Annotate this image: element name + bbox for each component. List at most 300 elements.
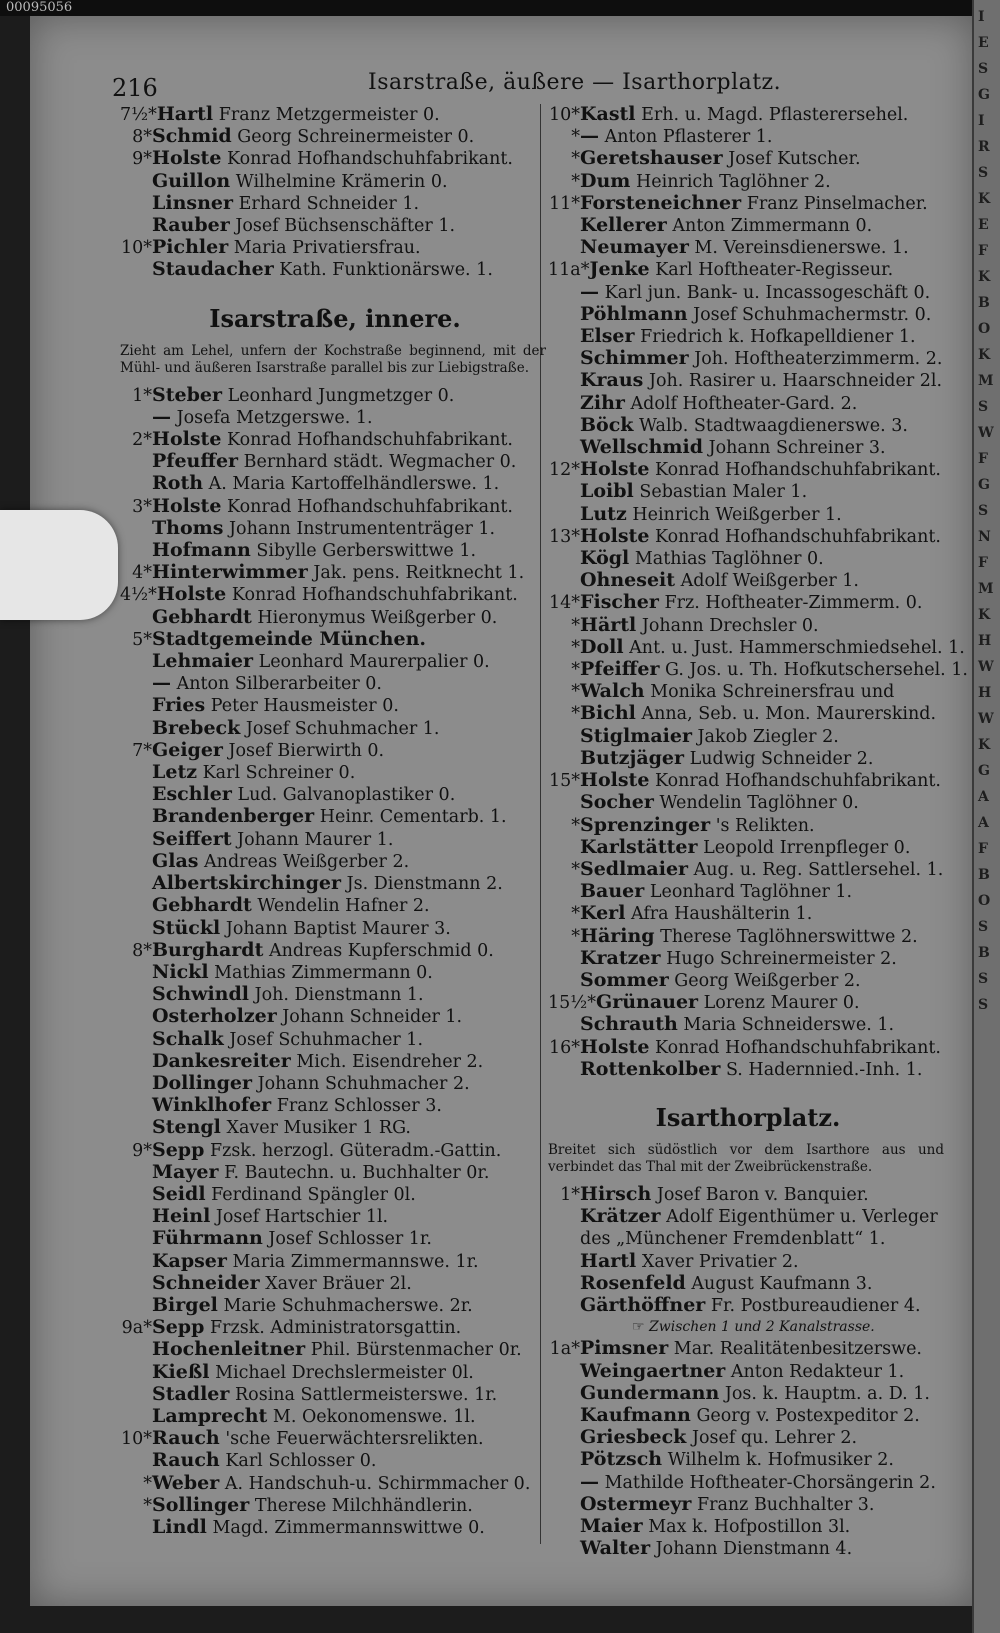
directory-entry [548, 926, 948, 948]
section-description: Zieht am Lehel, unfern der Kochstraße beginnend, mit der Mühl- und äußeren Isarstraße parallel bis zur Liebigstraße. [120, 342, 546, 376]
resident-name: Rauch [152, 1427, 220, 1450]
directory-entry [120, 1317, 550, 1339]
edge-letter: S [978, 61, 989, 77]
entry-list [548, 1184, 948, 1317]
resident-name: Socher [580, 791, 654, 814]
directory-entry [120, 1406, 550, 1428]
resident-details: Fr. Postbureaudiener 4. [710, 1295, 921, 1316]
resident-name: Burghardt [152, 938, 264, 961]
directory-entry [548, 1338, 948, 1360]
resident-details: 's Relikten. [715, 815, 815, 836]
directory-entry [120, 940, 550, 962]
directory-entry [548, 748, 948, 770]
resident-details: Michael Drechslermeister 0l. [215, 1362, 474, 1383]
resident-details: Ludwig Schneider 2. [689, 748, 874, 769]
resident-details: Josef Schuhmacher 1. [229, 1029, 424, 1050]
resident-details: Bernhard städt. Wegmacher 0. [243, 452, 517, 473]
edge-letter: M [978, 581, 994, 597]
resident-details: Konrad Hofhandschuhfabrikant. [226, 430, 513, 451]
directory-entry [548, 1516, 948, 1538]
resident-details: Johann Dienstmann 4. [655, 1539, 853, 1560]
directory-entry [120, 1184, 550, 1206]
resident-name: Kaufmann [580, 1403, 691, 1426]
edge-letter: B [978, 295, 990, 311]
resident-details: Johann Baptist Maurer 3. [225, 918, 451, 939]
directory-entry [120, 540, 550, 562]
resident-details: Mich. Eisendreher 2. [296, 1051, 484, 1072]
resident-details: Xaver Privatier 2. [641, 1251, 799, 1272]
house-number: 7* [132, 740, 152, 761]
directory-entry [548, 1295, 948, 1317]
resident-name: Brebeck [152, 716, 241, 739]
resident-name: Guillon [152, 169, 231, 192]
resident-details: Josef Bierwirth 0. [228, 740, 385, 761]
edge-letter: K [978, 607, 991, 623]
resident-name: Stadler [152, 1382, 230, 1405]
directory-entry [120, 496, 550, 518]
resident-name: Lehmaier [152, 650, 253, 673]
resident-details: Heinr. Cementarb. 1. [319, 807, 507, 828]
resident-name: Hirsch [580, 1182, 652, 1205]
resident-details: Walb. Stadtwaagdienerswe. 3. [639, 415, 908, 436]
house-number: 9* [132, 1140, 152, 1161]
edge-letter: K [978, 347, 991, 363]
resident-name: Kraus [580, 369, 644, 392]
house-number: 4* [132, 563, 152, 584]
resident-name: Weber [152, 1471, 220, 1494]
resident-details: Erhard Schneider 1. [238, 193, 420, 214]
resident-details: Wilhelm k. Hofmusiker 2. [667, 1450, 894, 1471]
section-title: Isarstraße, innere. [209, 303, 461, 333]
resident-name: Neumayer [580, 236, 689, 259]
directory-entry [548, 548, 948, 570]
resident-details: Leonhard Taglöhner 1. [649, 882, 853, 903]
resident-name: Hochenleitner [152, 1338, 306, 1361]
resident-details: S. Hadernnied.-Inh. 1. [725, 1059, 923, 1080]
resident-name: Holste [580, 1035, 650, 1058]
resident-details: Heinrich Weißgerber 1. [632, 504, 842, 525]
house-number: 15½* [548, 993, 596, 1014]
directory-entry [548, 658, 968, 681]
resident-details: Therese Taglöhnerswittwe 2. [660, 926, 918, 947]
resident-name: Schimmer [580, 347, 689, 370]
resident-details: Konrad Hofhandschuhfabrikant. [654, 526, 941, 547]
page-number: 216 [112, 74, 158, 102]
resident-details: Sebastian Maler 1. [639, 482, 808, 503]
house-number: 11a* [548, 260, 590, 281]
running-head: Isarstraße, äußere — Isarthorplatz. [368, 70, 782, 95]
resident-name: Rottenkolber [580, 1057, 721, 1080]
resident-details: Josef Kutscher. [728, 149, 861, 170]
directory-entry [120, 215, 550, 237]
resident-name: Stückl [152, 916, 221, 939]
directory-entry [120, 104, 550, 126]
directory-entry [120, 259, 550, 281]
directory-entry [548, 1206, 948, 1228]
house-number: 8* [132, 127, 152, 148]
directory-entry [120, 1517, 550, 1539]
resident-details: Adolf Eigenthümer u. Verleger [666, 1207, 938, 1228]
directory-entry [548, 1251, 948, 1273]
edge-letter: A [978, 815, 989, 831]
directory-entry [548, 1383, 948, 1405]
directory-entry [548, 1472, 948, 1494]
directory-entry [548, 370, 948, 392]
resident-name: Grünauer [595, 991, 699, 1014]
directory-entry [120, 562, 550, 584]
resident-details: Karl Hoftheater-Regisseur. [655, 260, 894, 281]
resident-details: Johann Instrumententräger 1. [229, 518, 496, 539]
entry-list [548, 103, 968, 1081]
resident-name: Sedlmaier [580, 857, 689, 880]
edge-letter: O [978, 893, 991, 909]
resident-details: Josef Baron v. Banquier. [656, 1184, 869, 1205]
resident-name: Pichler [152, 236, 229, 259]
resident-details: Andreas Kupferschmid 0. [268, 940, 494, 961]
adjacent-page-edge [972, 0, 1000, 1633]
resident-name: Dum [580, 169, 631, 192]
resident-name: Gundermann [580, 1381, 720, 1404]
section-description: Breitet sich südöstlich vor dem Isarthore aus und verbindet das Thal mit der Zweibrückenstraße. [548, 1141, 944, 1175]
resident-name: Krätzer [580, 1205, 661, 1228]
directory-entry [120, 962, 550, 984]
house-number: * [571, 704, 580, 725]
resident-name: Dollinger [152, 1071, 253, 1094]
resident-details: Johann Schneider 1. [282, 1007, 463, 1028]
resident-details: Joh. Rasirer u. Haarschneider 2l. [648, 371, 943, 392]
resident-details: A. Handschuh-u. Schirmmacher 0. [224, 1473, 531, 1494]
resident-details: Franz Metzgermeister 0. [218, 105, 440, 125]
directory-entry [120, 1251, 550, 1273]
resident-name: Rosenfeld [580, 1271, 686, 1294]
resident-details: Franz Buchhalter 3. [696, 1494, 875, 1515]
resident-details: Josef Büchsenschäfter 1. [235, 216, 456, 237]
directory-entry [548, 859, 948, 881]
resident-details: Leonhard Jungmetzger 0. [227, 385, 455, 406]
resident-name: Sommer [580, 968, 669, 991]
house-number: * [143, 1495, 152, 1516]
resident-details: Josef Schlosser 1r. [268, 1229, 432, 1250]
directory-entry [120, 851, 550, 873]
directory-entry [548, 570, 948, 592]
resident-details: Konrad Hofhandschuhfabrikant. [654, 1037, 941, 1058]
resident-name: Ohneseit [580, 569, 676, 592]
edge-letter: S [978, 971, 989, 987]
directory-entry [120, 1273, 550, 1295]
house-number: 8* [132, 940, 152, 961]
directory-entry [120, 873, 550, 895]
resident-name: Fischer [580, 591, 659, 614]
house-number: 9* [132, 149, 152, 170]
directory-entry [548, 770, 948, 792]
directory-entry [548, 1184, 948, 1206]
resident-name: Butzjäger [580, 746, 685, 769]
resident-name: Hofmann [152, 539, 251, 562]
house-number: * [571, 149, 580, 170]
resident-name: Geiger [152, 738, 223, 761]
directory-entry [120, 984, 550, 1006]
resident-name: Bichl [580, 702, 636, 725]
directory-entry [548, 481, 948, 503]
directory-entry [120, 762, 550, 784]
resident-details: A. Maria Kartoffelhändlerswe. 1. [208, 474, 500, 495]
house-number: * [571, 682, 580, 703]
resident-name: Holste [580, 769, 650, 792]
resident-name: Dankesreiter [152, 1049, 291, 1072]
directory-entry [548, 881, 948, 903]
resident-name: Nickl [152, 960, 209, 983]
directory-entry [120, 429, 550, 451]
resident-details: Max k. Hofpostillon 3l. [648, 1516, 851, 1537]
directory-entry [120, 695, 550, 717]
resident-name: Schmid [152, 125, 232, 148]
resident-details: Wendelin Taglöhner 0. [659, 793, 859, 814]
edge-letter: W [978, 425, 994, 441]
resident-name: Doll [580, 635, 624, 658]
resident-details: Maria Zimmermannswe. 1r. [232, 1251, 479, 1272]
note-text: Zwischen 1 und 2 Kanalstrasse. [649, 1319, 875, 1336]
resident-details: Adolf Weißgerber 1. [680, 571, 859, 592]
resident-details: Anton Silberarbeiter 0. [176, 674, 382, 695]
page-clip [0, 510, 118, 620]
resident-details: Anton Pflasterer 1. [604, 127, 773, 148]
directory-entry [548, 970, 948, 992]
resident-name: Glas [152, 849, 199, 872]
resident-name: Heinl [152, 1205, 211, 1228]
resident-name: Staudacher [152, 258, 274, 281]
resident-name: Pöhlmann [580, 302, 688, 325]
edge-letter: E [978, 35, 989, 51]
resident-details: Johann Drechsler 0. [641, 615, 819, 636]
resident-name: Thoms [152, 516, 224, 539]
resident-details: Josefa Metzgerswe. 1. [176, 407, 373, 428]
edge-letter: W [978, 659, 994, 675]
house-number: * [571, 637, 580, 658]
edge-letter: K [978, 737, 991, 753]
resident-name: Elser [580, 325, 635, 348]
resident-name: Ostermeyr [580, 1492, 692, 1515]
directory-entry [120, 1029, 550, 1051]
section-title: Isarthorplatz. [655, 1102, 841, 1132]
directory-entry [548, 681, 948, 703]
directory-entry [548, 1405, 948, 1427]
directory-entry [120, 237, 550, 259]
resident-name: Schalk [152, 1027, 224, 1050]
entry-list [120, 104, 550, 282]
resident-name: Böck [580, 413, 634, 436]
directory-entry [120, 171, 550, 193]
resident-details: Jakob Ziegler 2. [697, 726, 839, 747]
resident-name: Jenke [589, 258, 650, 281]
resident-name: Holste [152, 494, 222, 517]
house-number: 4½* [120, 585, 157, 606]
resident-name: — [152, 672, 171, 695]
resident-name: Lamprecht [152, 1404, 268, 1427]
house-number: 7½* [120, 105, 157, 125]
resident-name: Kerl [580, 902, 626, 925]
resident-details: Magd. Zimmermannswittwe 0. [212, 1517, 485, 1538]
resident-details: Hieronymus Weißgerber 0. [257, 607, 498, 628]
resident-details: Aug. u. Reg. Sattlersehel. 1. [693, 859, 944, 880]
resident-details: Josef qu. Lehrer 2. [691, 1428, 858, 1449]
resident-name: Walter [580, 1537, 651, 1560]
directory-entry [120, 1450, 550, 1472]
resident-name: Bauer [580, 880, 645, 903]
directory-entry [120, 918, 550, 940]
resident-details: Ant. u. Just. Hammerschmiedsehel. 1. [629, 637, 965, 658]
house-number: 10* [120, 1429, 152, 1450]
resident-details: Hugo Schreinermeister 2. [666, 948, 897, 969]
directory-entry [120, 451, 550, 473]
resident-name: Osterholzer [152, 1005, 277, 1028]
house-number: 16* [548, 1037, 580, 1058]
resident-details: Anton Redakteur 1. [730, 1361, 905, 1382]
resident-details: August Kaufmann 3. [691, 1273, 873, 1294]
edge-letter: M [978, 373, 994, 389]
directory-entry [548, 992, 948, 1014]
resident-details: Lud. Galvanoplastiker 0. [237, 785, 456, 806]
directory-entry [548, 1014, 948, 1036]
resident-details: Peter Hausmeister 0. [210, 696, 399, 717]
resident-name: Roth [152, 472, 204, 495]
house-number: * [571, 815, 580, 836]
resident-name: Sepp [152, 1316, 205, 1339]
directory-entry [548, 1494, 948, 1516]
resident-details: Frz. Hoftheater-Zimmerm. 0. [664, 593, 923, 614]
resident-details: Mathilde Hoftheater-Chorsängerin 2. [604, 1472, 936, 1493]
resident-details: Fzsk. herzogl. Güteradm.-Gattin. [209, 1140, 502, 1161]
directory-entry [120, 1473, 550, 1495]
directory-entry [548, 1361, 948, 1383]
resident-name: Geretshauser [580, 147, 723, 170]
right-column [548, 103, 968, 1560]
resident-details: Joh. Dienstmann 1. [254, 985, 424, 1006]
directory-entry [548, 726, 948, 748]
resident-details: Afra Haushälterin 1. [631, 904, 813, 925]
directory-entry [120, 651, 550, 673]
resident-details: Wilhelmine Krämerin 0. [235, 171, 448, 192]
resident-name: Seidl [152, 1182, 206, 1205]
resident-name: Stengl [152, 1116, 221, 1139]
resident-name: Häring [580, 924, 655, 947]
directory-entry [120, 806, 550, 828]
resident-details: Adolf Hoftheater-Gard. 2. [630, 393, 858, 414]
directory-entry [548, 837, 948, 859]
resident-name: Wellschmid [580, 436, 703, 459]
resident-details: Wendelin Hafner 2. [257, 896, 430, 917]
resident-name: Lindl [152, 1515, 207, 1538]
directory-entry [548, 592, 948, 614]
resident-details: Xaver Bräuer 2l. [265, 1273, 412, 1294]
directory-entry [548, 526, 948, 548]
resident-details: Rosina Sattlermeisterswe. 1r. [235, 1384, 498, 1405]
resident-details: Anton Zimmermann 0. [672, 216, 873, 237]
resident-details: Maria Privatiersfrau. [233, 238, 421, 259]
edge-letter: S [978, 997, 989, 1013]
resident-details: Mathias Zimmermann 0. [214, 962, 433, 983]
resident-name: Sepp [152, 1138, 205, 1161]
resident-name: Gebhardt [152, 894, 252, 917]
resident-name: Kellerer [580, 214, 667, 237]
directory-entry [120, 193, 550, 215]
resident-name: Birgel [152, 1293, 218, 1316]
edge-letter: O [978, 321, 991, 337]
resident-details: Franz Pinselmacher. [746, 193, 928, 214]
directory-entry [120, 1428, 550, 1450]
directory-entry [548, 215, 948, 237]
directory-entry [120, 1228, 550, 1250]
resident-name: Kapser [152, 1249, 227, 1272]
directory-entry [120, 1495, 550, 1517]
resident-details: F. Bautechn. u. Buchhalter 0r. [224, 1162, 490, 1183]
resident-name: Eschler [152, 783, 232, 806]
resident-name: Seiffert [152, 827, 232, 850]
directory-entry [120, 407, 550, 429]
resident-details: Karl Schreiner 0. [202, 763, 356, 784]
edge-letter: H [978, 685, 992, 701]
house-number: * [571, 926, 580, 947]
resident-name: Lutz [580, 502, 627, 525]
resident-name: Zihr [580, 391, 625, 414]
resident-details: des „Münchener Fremdenblatt“ 1. [580, 1229, 886, 1250]
directory-entry [548, 1449, 948, 1471]
resident-details: Johann Schuhmacher 2. [257, 1073, 470, 1094]
resident-details: Friedrich k. Hofkapelldiener 1. [640, 327, 916, 348]
edge-letter: I [978, 113, 985, 129]
resident-details: 'sche Feuerwächtersrelikten. [225, 1429, 484, 1450]
directory-entry [120, 518, 550, 540]
resident-details: Andreas Weißgerber 2. [204, 851, 410, 872]
directory-entry [548, 504, 948, 526]
resident-name: Albertskirchinger [152, 872, 342, 895]
resident-name: — [580, 280, 599, 303]
directory-entry [548, 282, 948, 304]
edge-letter: G [978, 477, 990, 493]
edge-letter: G [978, 763, 990, 779]
directory-entry [548, 1538, 948, 1560]
resident-name: Stadtgemeinde München. [152, 627, 427, 650]
resident-details: Karl jun. Bank- u. Incassogeschäft 0. [604, 282, 931, 303]
resident-name: — [152, 405, 171, 428]
resident-details: Georg Schreinermeister 0. [237, 127, 475, 148]
house-number: 9a* [121, 1318, 152, 1339]
edge-letter: S [978, 399, 989, 415]
resident-name: Schrauth [580, 1013, 678, 1036]
resident-details: Franz Schlosser 3. [276, 1096, 442, 1117]
resident-name: Sollinger [152, 1493, 250, 1516]
resident-details: Karl Schlosser 0. [225, 1451, 377, 1472]
edge-letter: B [978, 867, 990, 883]
house-number: 10* [120, 238, 152, 259]
directory-entry [120, 1140, 550, 1162]
directory-entry [548, 948, 948, 970]
directory-entry [548, 437, 948, 459]
resident-details: Konrad Hofhandschuhfabrikant. [231, 585, 518, 606]
resident-name: Holste [156, 583, 227, 606]
resident-name: Pimsner [580, 1337, 669, 1360]
directory-entry [548, 193, 948, 215]
directory-entry [548, 104, 948, 126]
resident-details: Monika Schreinersfrau und [650, 682, 895, 703]
house-number: 1* [560, 1184, 580, 1205]
directory-entry [120, 1117, 550, 1139]
resident-details: Jak. pens. Reitknecht 1. [313, 563, 525, 584]
resident-name: Kastl [580, 103, 636, 125]
resident-details: Ferdinand Spängler 0l. [211, 1184, 416, 1205]
directory-entry [120, 829, 550, 851]
resident-name: Holste [152, 147, 222, 170]
resident-details: Leopold Irrenpfleger 0. [703, 837, 911, 858]
